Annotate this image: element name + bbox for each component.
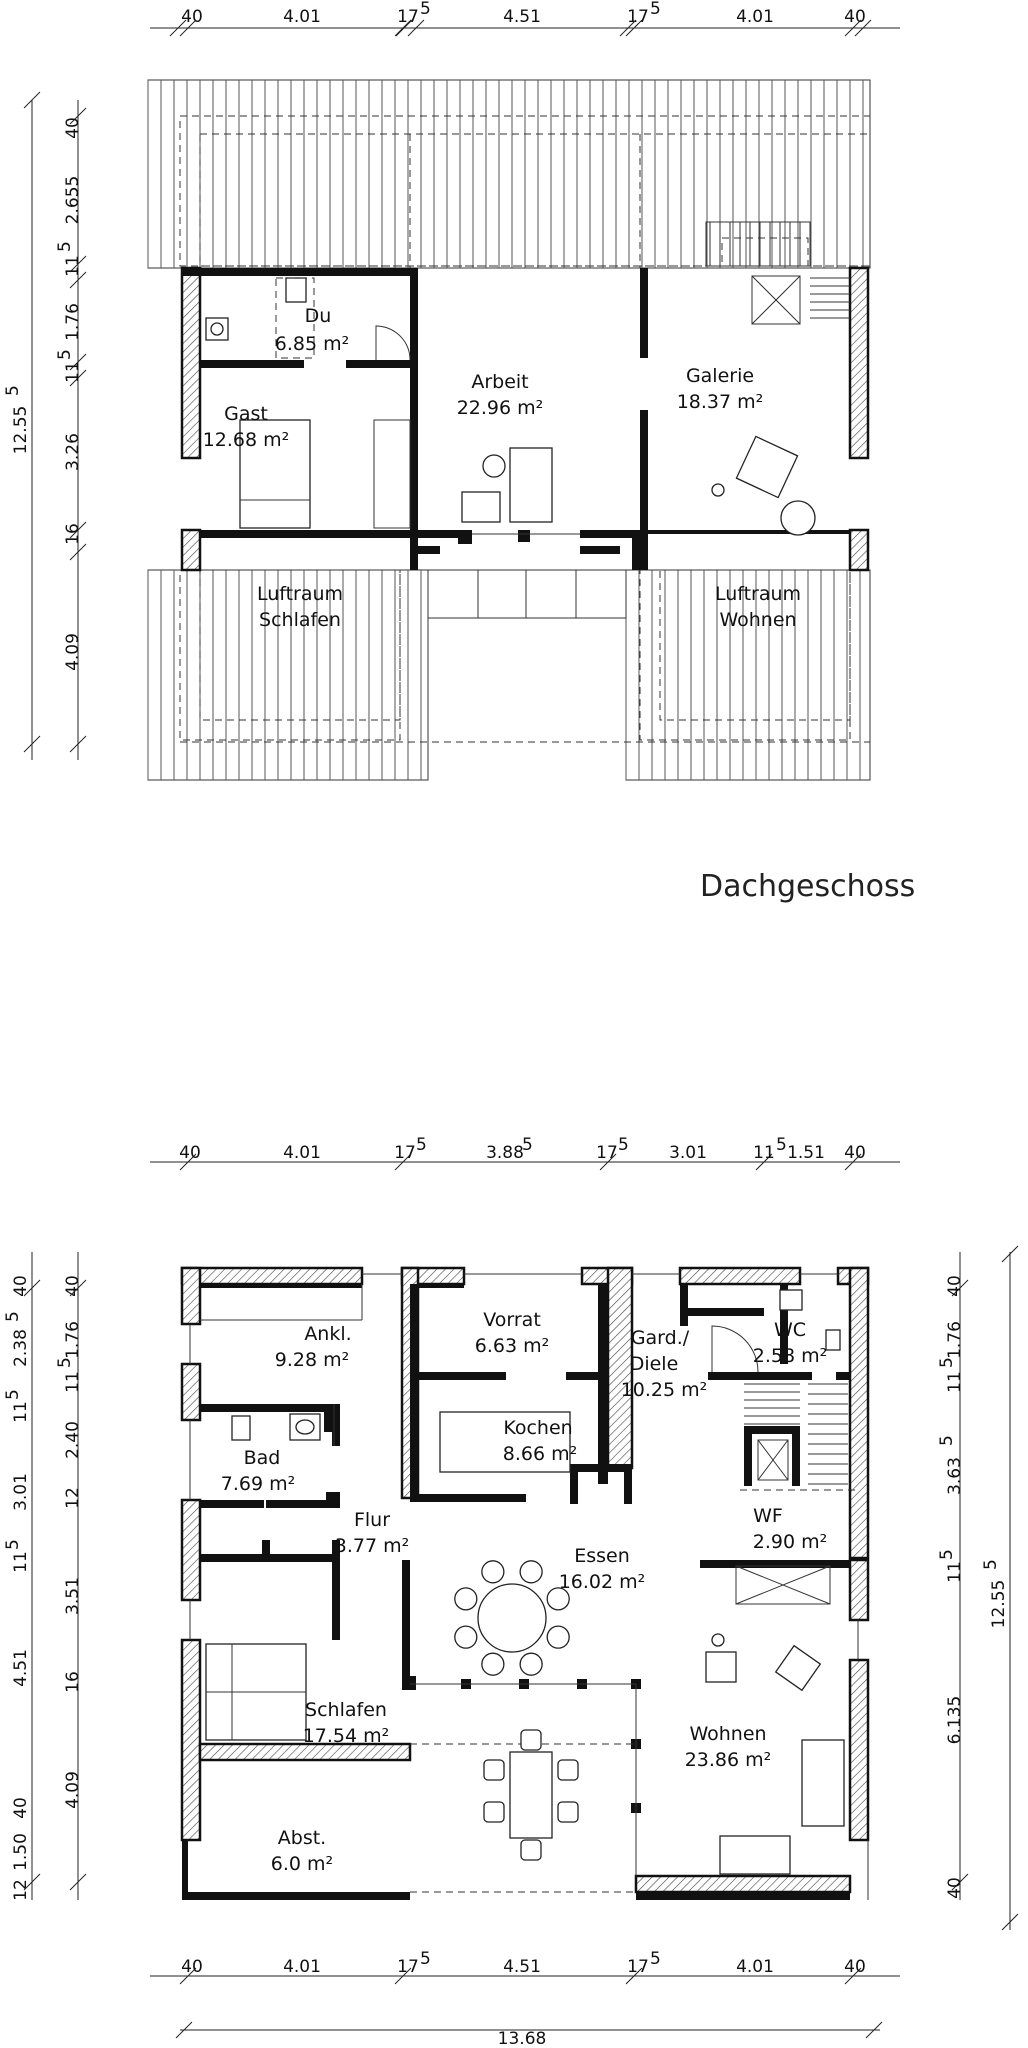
room-area: 6.63 m²	[474, 1335, 550, 1357]
dim-label: 11	[11, 1551, 31, 1573]
door-swing-icon	[712, 1326, 758, 1372]
dim-superscript: 5	[618, 1135, 629, 1155]
dim-superscript: 5	[55, 241, 75, 252]
dim-label: 40	[181, 7, 203, 27]
armchair-icon	[736, 436, 797, 497]
room-label: WF	[753, 1505, 783, 1527]
desk-icon	[462, 492, 500, 522]
ground-right-dimension	[937, 1246, 1018, 1930]
dim-label: 40	[844, 1957, 866, 1977]
dim-superscript: 5	[416, 1135, 427, 1155]
dim-label: 40	[181, 1957, 203, 1977]
room-area: 16.02 m²	[558, 1571, 646, 1593]
dim-label: 3.26	[63, 433, 83, 471]
room-area: 2.58 m²	[752, 1345, 828, 1367]
ground-left-dimension	[3, 1252, 86, 1901]
room-area: 8.66 m²	[502, 1443, 578, 1465]
dim-label: 12	[63, 1487, 83, 1509]
room-area: 22.96 m²	[456, 397, 544, 419]
dim-superscript: 5	[937, 1549, 957, 1560]
dim-label: 17	[397, 7, 419, 27]
room-label: Ankl.	[304, 1323, 352, 1345]
upper-left-dimension	[3, 92, 86, 760]
stairs-icon	[706, 222, 850, 324]
dim-superscript: 5	[420, 0, 431, 19]
dim-label: 40	[63, 1275, 83, 1297]
cabinet-icon	[374, 420, 410, 528]
dim-label: 11	[63, 361, 83, 383]
dim-superscript: 5	[3, 1311, 23, 1322]
room-label: Wohnen	[719, 609, 797, 631]
dim-label: 40	[63, 117, 83, 139]
lamp-icon	[712, 484, 724, 496]
dim-label: 40	[11, 1275, 31, 1297]
dim-label: 16	[63, 523, 83, 545]
chair-icon	[483, 455, 505, 477]
toilet-icon	[826, 1330, 840, 1350]
dim-label: 40	[844, 1143, 866, 1163]
dim-label: 4.51	[503, 1957, 541, 1977]
dim-label: 17	[596, 1143, 618, 1163]
dim-label: 11	[753, 1143, 775, 1163]
chair-icon	[482, 1653, 504, 1675]
dim-label: 6.135	[945, 1695, 965, 1745]
toilet-icon	[232, 1416, 250, 1440]
room-label: Gard./	[630, 1327, 690, 1349]
dim-label: 12	[11, 1879, 31, 1901]
room-area: 18.37 m²	[676, 391, 764, 413]
dining-table-icon	[478, 1584, 546, 1652]
room-label: Luftraum	[256, 583, 344, 605]
dim-label: 2.38	[11, 1329, 31, 1367]
overall-dim-label: 12.55	[11, 405, 31, 455]
room-label: Bad	[243, 1447, 281, 1469]
door-swing-icon	[376, 326, 410, 360]
dim-label: 17	[397, 1957, 419, 1977]
dim-label: 17	[394, 1143, 416, 1163]
dim-superscript: 5	[776, 1135, 787, 1155]
room-label: Flur	[353, 1509, 391, 1531]
dim-superscript: 5	[3, 1539, 23, 1550]
dim-label: 11	[63, 1371, 83, 1393]
dim-label: 40	[945, 1877, 965, 1899]
open-gallery-strip	[428, 570, 626, 618]
dim-label: 2.40	[63, 1421, 83, 1459]
dim-superscript: 5	[650, 0, 661, 19]
room-label: Diele	[629, 1353, 679, 1375]
dim-label: 40	[945, 1275, 965, 1297]
side-table-icon	[781, 501, 815, 535]
lamp-icon	[712, 1634, 724, 1646]
desk-icon	[510, 448, 552, 522]
roof-top	[148, 80, 870, 268]
dim-label: 4.01	[283, 1143, 321, 1163]
upper-top-dimension	[150, 0, 900, 36]
room-label: Arbeit	[471, 371, 529, 393]
dim-superscript: 5	[937, 1435, 957, 1446]
room-label: Schlafen	[305, 1699, 387, 1721]
chair-icon	[482, 1561, 504, 1583]
dim-label: 11	[945, 1371, 965, 1393]
sofa-icon	[802, 1740, 844, 1826]
room-label: Galerie	[685, 365, 755, 387]
chair-icon	[520, 1561, 542, 1583]
room-label: Gast	[224, 403, 268, 425]
chair-icon	[484, 1802, 504, 1822]
room-label: Du	[304, 305, 332, 327]
table-icon	[510, 1752, 552, 1838]
ground-top-dimension	[150, 1135, 900, 1170]
dim-label: 3.01	[11, 1473, 31, 1511]
dim-superscript: 5	[420, 1949, 431, 1969]
dim-label: 1.76	[63, 1321, 83, 1359]
chair-icon	[558, 1802, 578, 1822]
room-label: Vorrat	[483, 1309, 541, 1331]
dim-label: 11	[11, 1401, 31, 1423]
chair-icon	[521, 1840, 541, 1860]
dim-label: 1.50	[11, 1833, 31, 1871]
dim-label: 11	[63, 255, 83, 277]
upper-floor-plan	[3, 0, 915, 904]
dim-label: 3.63	[945, 1457, 965, 1495]
dim-label: 17	[627, 7, 649, 27]
dim-label: 1.51	[787, 1143, 825, 1163]
room-area: 6.0 m²	[270, 1853, 334, 1875]
room-area: 10.25 m²	[620, 1379, 708, 1401]
room-area: 2.90 m²	[752, 1531, 828, 1553]
room-label: Schlafen	[259, 609, 341, 631]
chair-icon	[455, 1588, 477, 1610]
dim-superscript: 5	[3, 385, 23, 396]
dim-label: 4.01	[283, 7, 321, 27]
ground-bottom-dimension	[150, 1949, 900, 2048]
dim-label: 4.09	[63, 1771, 83, 1809]
overall-dim-label: 13.68	[497, 2029, 547, 2048]
dim-label: 40	[179, 1143, 201, 1163]
dim-label: 4.01	[736, 1957, 774, 1977]
chair-icon	[558, 1760, 578, 1780]
room-area: 23.86 m²	[684, 1749, 772, 1771]
sofa-icon	[720, 1836, 790, 1874]
dim-label: 1.76	[945, 1321, 965, 1359]
dim-label: 1.76	[63, 303, 83, 341]
room-label: Abst.	[277, 1827, 327, 1849]
chair-icon	[521, 1730, 541, 1750]
dim-label: 2.655	[63, 175, 83, 225]
room-area: 3.77 m²	[334, 1535, 410, 1557]
room-area: 12.68 m²	[202, 429, 290, 451]
dim-superscript: 5	[3, 1389, 23, 1400]
chair-icon	[547, 1626, 569, 1648]
dim-superscript: 5	[55, 1357, 75, 1368]
room-area: 6.85 m²	[274, 333, 350, 355]
dim-label: 40	[844, 7, 866, 27]
dim-label: 4.01	[736, 7, 774, 27]
room-label: Luftraum	[714, 583, 802, 605]
room-label: Essen	[574, 1545, 630, 1567]
dim-label: 17	[627, 1957, 649, 1977]
dim-label: 4.51	[11, 1649, 31, 1687]
overall-dim-label: 12.55	[989, 1579, 1009, 1629]
floor-title: Dachgeschoss	[700, 869, 916, 904]
side-table-icon	[706, 1652, 736, 1682]
chair-icon	[455, 1626, 477, 1648]
sink-icon	[780, 1290, 802, 1310]
room-area: 17.54 m²	[302, 1725, 390, 1747]
room-label: Kochen	[503, 1417, 573, 1439]
dim-label: 4.09	[63, 633, 83, 671]
dim-label: 4.51	[503, 7, 541, 27]
dim-label: 3.01	[669, 1143, 707, 1163]
toilet-icon	[286, 278, 306, 302]
dim-superscript: 5	[937, 1357, 957, 1368]
dim-superscript: 5	[522, 1135, 533, 1155]
dim-label: 3.51	[63, 1577, 83, 1615]
room-label: WC	[773, 1319, 807, 1341]
chair-icon	[484, 1760, 504, 1780]
dim-label: 11	[945, 1561, 965, 1583]
dim-superscript: 5	[650, 1949, 661, 1969]
dim-label: 40	[11, 1797, 31, 1819]
dim-label: 16	[63, 1671, 83, 1693]
dim-superscript: 5	[55, 349, 75, 360]
dim-label: 4.01	[283, 1957, 321, 1977]
room-area: 7.69 m²	[220, 1473, 296, 1495]
dim-label: 3.88	[486, 1143, 524, 1163]
room-label: Wohnen	[689, 1723, 767, 1745]
armchair-icon	[776, 1646, 821, 1691]
ground-floor-plan	[3, 1135, 1018, 2048]
dim-superscript: 5	[981, 1559, 1001, 1570]
room-area: 9.28 m²	[274, 1349, 350, 1371]
chair-icon	[520, 1653, 542, 1675]
